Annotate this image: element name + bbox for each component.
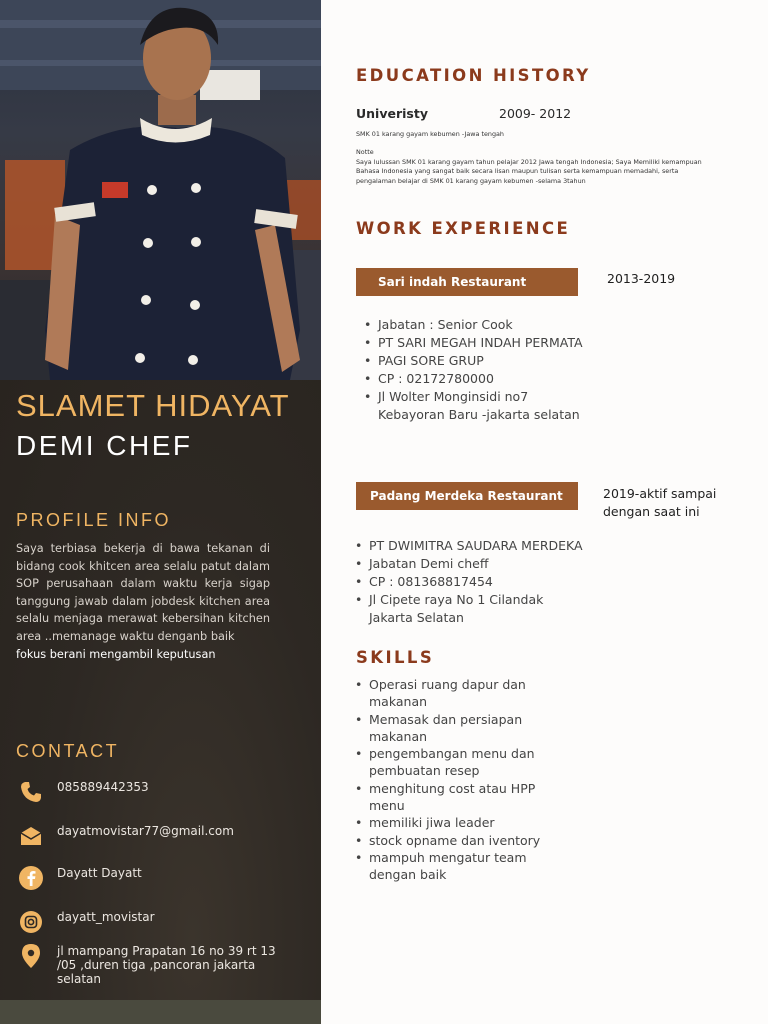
job-2-details (355, 537, 600, 627)
work-heading: WORK EXPERIENCE (356, 219, 571, 238)
contact-email-row (18, 824, 234, 848)
education-school: SMK 01 karang gayam kebumen -Jawa tengah (356, 130, 504, 138)
contact-facebook[interactable]: Dayatt Dayatt (57, 866, 142, 880)
profile-text-last: fokus berani mengambil keputusan (16, 647, 216, 661)
job-1-detail: Kebayoran Baru -jakarta selatan (378, 407, 580, 422)
contact-facebook-row (18, 866, 142, 890)
instagram-icon (18, 910, 44, 934)
education-note-text: Saya lulussan SMK 01 karang gayam tahun pelajar 2012 Jawa tengah Indonesia; Saya Memiliki kemampuan Bahasa Indonesia yang sangat baik secara lisan maupun tulisan serta kemampuan memadahi, serta pengalaman belajar di SMK 01 karang gayam kebumen -selama 3tahun (356, 157, 702, 185)
profile-text-body: Saya terbiasa bekerja di bawa tekanan di bidang cook khitcen area selalu patut dalam SOP perusahaan dalam waktu kerja sigap tanggung jawab dalam jobdesk kitchen area selalu menjaga merawat kebersihan kitchen area ..memanage waktu denganb baik (16, 542, 270, 643)
facebook-icon (18, 866, 44, 890)
skill-item: • pengembangan menu dan pembuatan resep (355, 745, 555, 780)
dark-panel (0, 380, 321, 1000)
envelope-icon (18, 824, 44, 848)
skills-list (355, 676, 555, 884)
education-note (356, 148, 706, 186)
contact-email[interactable]: dayatmovistar77@gmail.com (57, 824, 234, 838)
job-2-detail: • Jl Cipete raya No 1 Cilandak Jakarta Selatan (355, 591, 570, 627)
contact-address: jl mampang Prapatan 16 no 39 rt 13 /05 ,duren tiga ,pancoran jakarta selatan (57, 944, 276, 986)
profile-info-heading: PROFILE INFO (16, 510, 172, 530)
skill-item: • Memasak dan persiapan makanan (355, 711, 555, 746)
profile-photo (0, 0, 321, 380)
contact-phone[interactable]: 085889442353 (57, 780, 149, 794)
person-name: SLAMET HIDAYAT (16, 388, 290, 423)
phone-icon (18, 780, 44, 804)
job-1-detail: • PT SARI MEGAH INDAH PERMATA (364, 334, 624, 352)
contact-instagram[interactable]: dayatt_movistar (57, 910, 155, 924)
skill-item: • stock opname dan iventory (355, 832, 555, 849)
skills-heading: SKILLS (356, 648, 435, 667)
contact-heading: CONTACT (16, 741, 120, 761)
bottom-strip (0, 1000, 321, 1024)
location-pin-icon (18, 944, 44, 968)
education-note-label: Notte (356, 148, 374, 156)
job-1-detail: • CP : 02172780000 (364, 370, 624, 388)
left-sidebar (0, 0, 321, 1024)
skill-item: • mampuh mengatur team dengan baik (355, 849, 555, 884)
education-institution: Univeristy (356, 106, 428, 121)
contact-address-row (18, 944, 297, 986)
education-heading: EDUCATION HISTORY (356, 66, 591, 85)
education-years: 2009- 2012 (499, 106, 572, 121)
job-2-detail: • PT DWIMITRA SAUDARA MERDEKA (355, 537, 600, 555)
job-1-title: Sari indah Restaurant (356, 268, 578, 296)
job-2-period: 2019-aktif sampai dengan saat ini (603, 486, 717, 519)
skill-item: • menghitung cost atau HPP menu (355, 780, 555, 815)
profile-text (16, 540, 270, 663)
contact-phone-row (18, 780, 149, 804)
job-1-detail: • PAGI SORE GRUP (364, 352, 624, 370)
job-1-details (364, 316, 624, 424)
job-2-detail: • Jabatan Demi cheff (355, 555, 600, 573)
person-title: DEMI CHEF (16, 430, 193, 461)
job-1-period: 2013-2019 (607, 271, 676, 286)
contact-instagram-row (18, 910, 155, 934)
job-2-title: Padang Merdeka Restaurant (356, 482, 578, 510)
skill-item: • memiliki jiwa leader (355, 814, 555, 831)
job-2-detail: • CP : 081368817454 (355, 573, 600, 591)
job-1-detail: • Jl Wolter Monginsidi no7 (364, 388, 624, 406)
skill-item: • Operasi ruang dapur dan makanan (355, 676, 555, 711)
job-1-detail: • Jabatan : Senior Cook (364, 316, 624, 334)
